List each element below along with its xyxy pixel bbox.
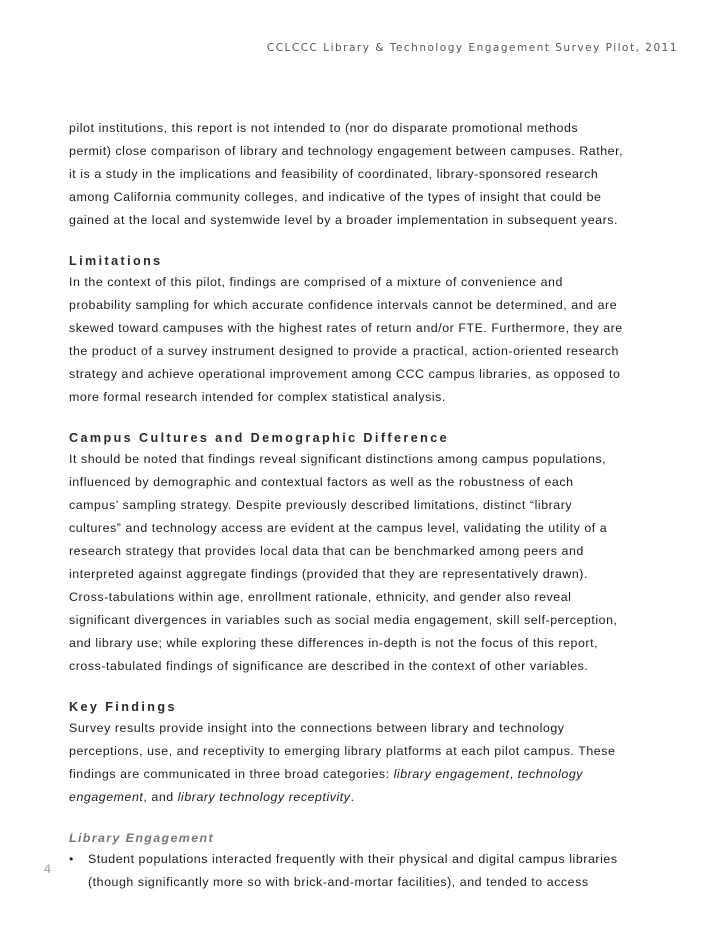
running-header: CCLCCC Library & Technology Engagement Survey Pilot, 2011 (266, 42, 678, 54)
library-engagement-section (69, 828, 669, 894)
line-text: , and (143, 790, 178, 804)
category-library-technology-receptivity: library technology receptivity (177, 790, 351, 804)
campus-cultures-paragraph (69, 448, 669, 678)
library-engagement-subheading: Library Engagement (69, 831, 215, 845)
intro-paragraph (69, 117, 669, 232)
text-line: it is a study in the implications and feasibility of coordinated, library-sponsored research (69, 167, 599, 181)
text-line: Survey results provide insight into the connections between library and technology (69, 721, 565, 735)
category-technology-engagement: technology (517, 767, 584, 781)
text-line: and library use; while exploring these differences in-depth is not the focus of this report, (69, 636, 599, 650)
bullet-icon: • (69, 852, 74, 866)
text-line: (though significantly more so with brick-and-mortar facilities), and tended to access (88, 875, 589, 889)
text-line: pilot institutions, this report is not intended to (nor do disparate promotional methods (69, 121, 579, 135)
text-line: influenced by demographic and contextual factors as well as the robustness of each (69, 475, 574, 489)
key-findings-section (69, 697, 669, 809)
separator: , (509, 767, 518, 781)
text-line: research strategy that provides local data that can be benchmarked among peers and (69, 544, 584, 558)
text-line: campus’ sampling strategy. Despite previously described limitations, distinct “library (69, 498, 573, 512)
campus-cultures-section (69, 428, 669, 678)
text-line: significant divergences in variables such as social media engagement, skill self-perception, (69, 613, 618, 627)
page-number: 4 (44, 862, 51, 876)
text-line: perceptions, use, and receptivity to emerging library platforms at each pilot campus. These (69, 744, 616, 758)
text-line: among California community colleges, and indicative of the types of insight that could be (69, 190, 602, 204)
text-line: Student populations interacted frequently with their physical and digital campus libraries (88, 852, 618, 866)
limitations-heading: Limitations (69, 254, 163, 268)
text-line: the product of a survey instrument designed to provide a practical, action-oriented research (69, 344, 619, 358)
key-findings-heading: Key Findings (69, 700, 177, 714)
key-findings-paragraph (69, 717, 669, 809)
text-line: permit) close comparison of library and technology engagement between campuses. Rather, (69, 144, 624, 158)
text-line: strategy and achieve operational improvement among CCC campus libraries, as opposed to (69, 367, 621, 381)
line-text: findings are communicated in three broad categories: (69, 767, 394, 781)
text-line (69, 763, 669, 786)
text-line: skewed toward campuses with the highest rates of return and/or FTE. Furthermore, they are (69, 321, 623, 335)
category-technology-engagement-cont: engagement (69, 790, 144, 804)
text-line: In the context of this pilot, findings are comprised of a mixture of convenience and (69, 275, 563, 289)
campus-cultures-heading: Campus Cultures and Demographic Difference (69, 431, 450, 445)
category-library-engagement: library engagement (393, 767, 510, 781)
text-line: interpreted against aggregate findings (provided that they are representatively drawn). (69, 567, 588, 581)
text-line: more formal research intended for complex statistical analysis. (69, 390, 446, 404)
text-line: Cross-tabulations within age, enrollment rationale, ethnicity, and gender also reveal (69, 590, 572, 604)
limitations-paragraph (69, 271, 669, 409)
text-line: It should be noted that findings reveal significant distinctions among campus populations, (69, 452, 607, 466)
document-body (69, 117, 669, 894)
text-line (69, 786, 669, 809)
limitations-section (69, 251, 669, 409)
bullet-list (69, 848, 669, 894)
text-line: gained at the local and systemwide level by a broader implementation in subsequent years. (69, 213, 618, 227)
text-line: cross-tabulated findings of significance are described in the context of other variables. (69, 659, 589, 673)
list-item (69, 848, 669, 894)
line-text: . (350, 790, 355, 804)
text-line: probability sampling for which accurate confidence intervals cannot be determined, and are (69, 298, 618, 312)
text-line: cultures” and technology access are evident at the campus level, validating the utility of a (69, 521, 608, 535)
